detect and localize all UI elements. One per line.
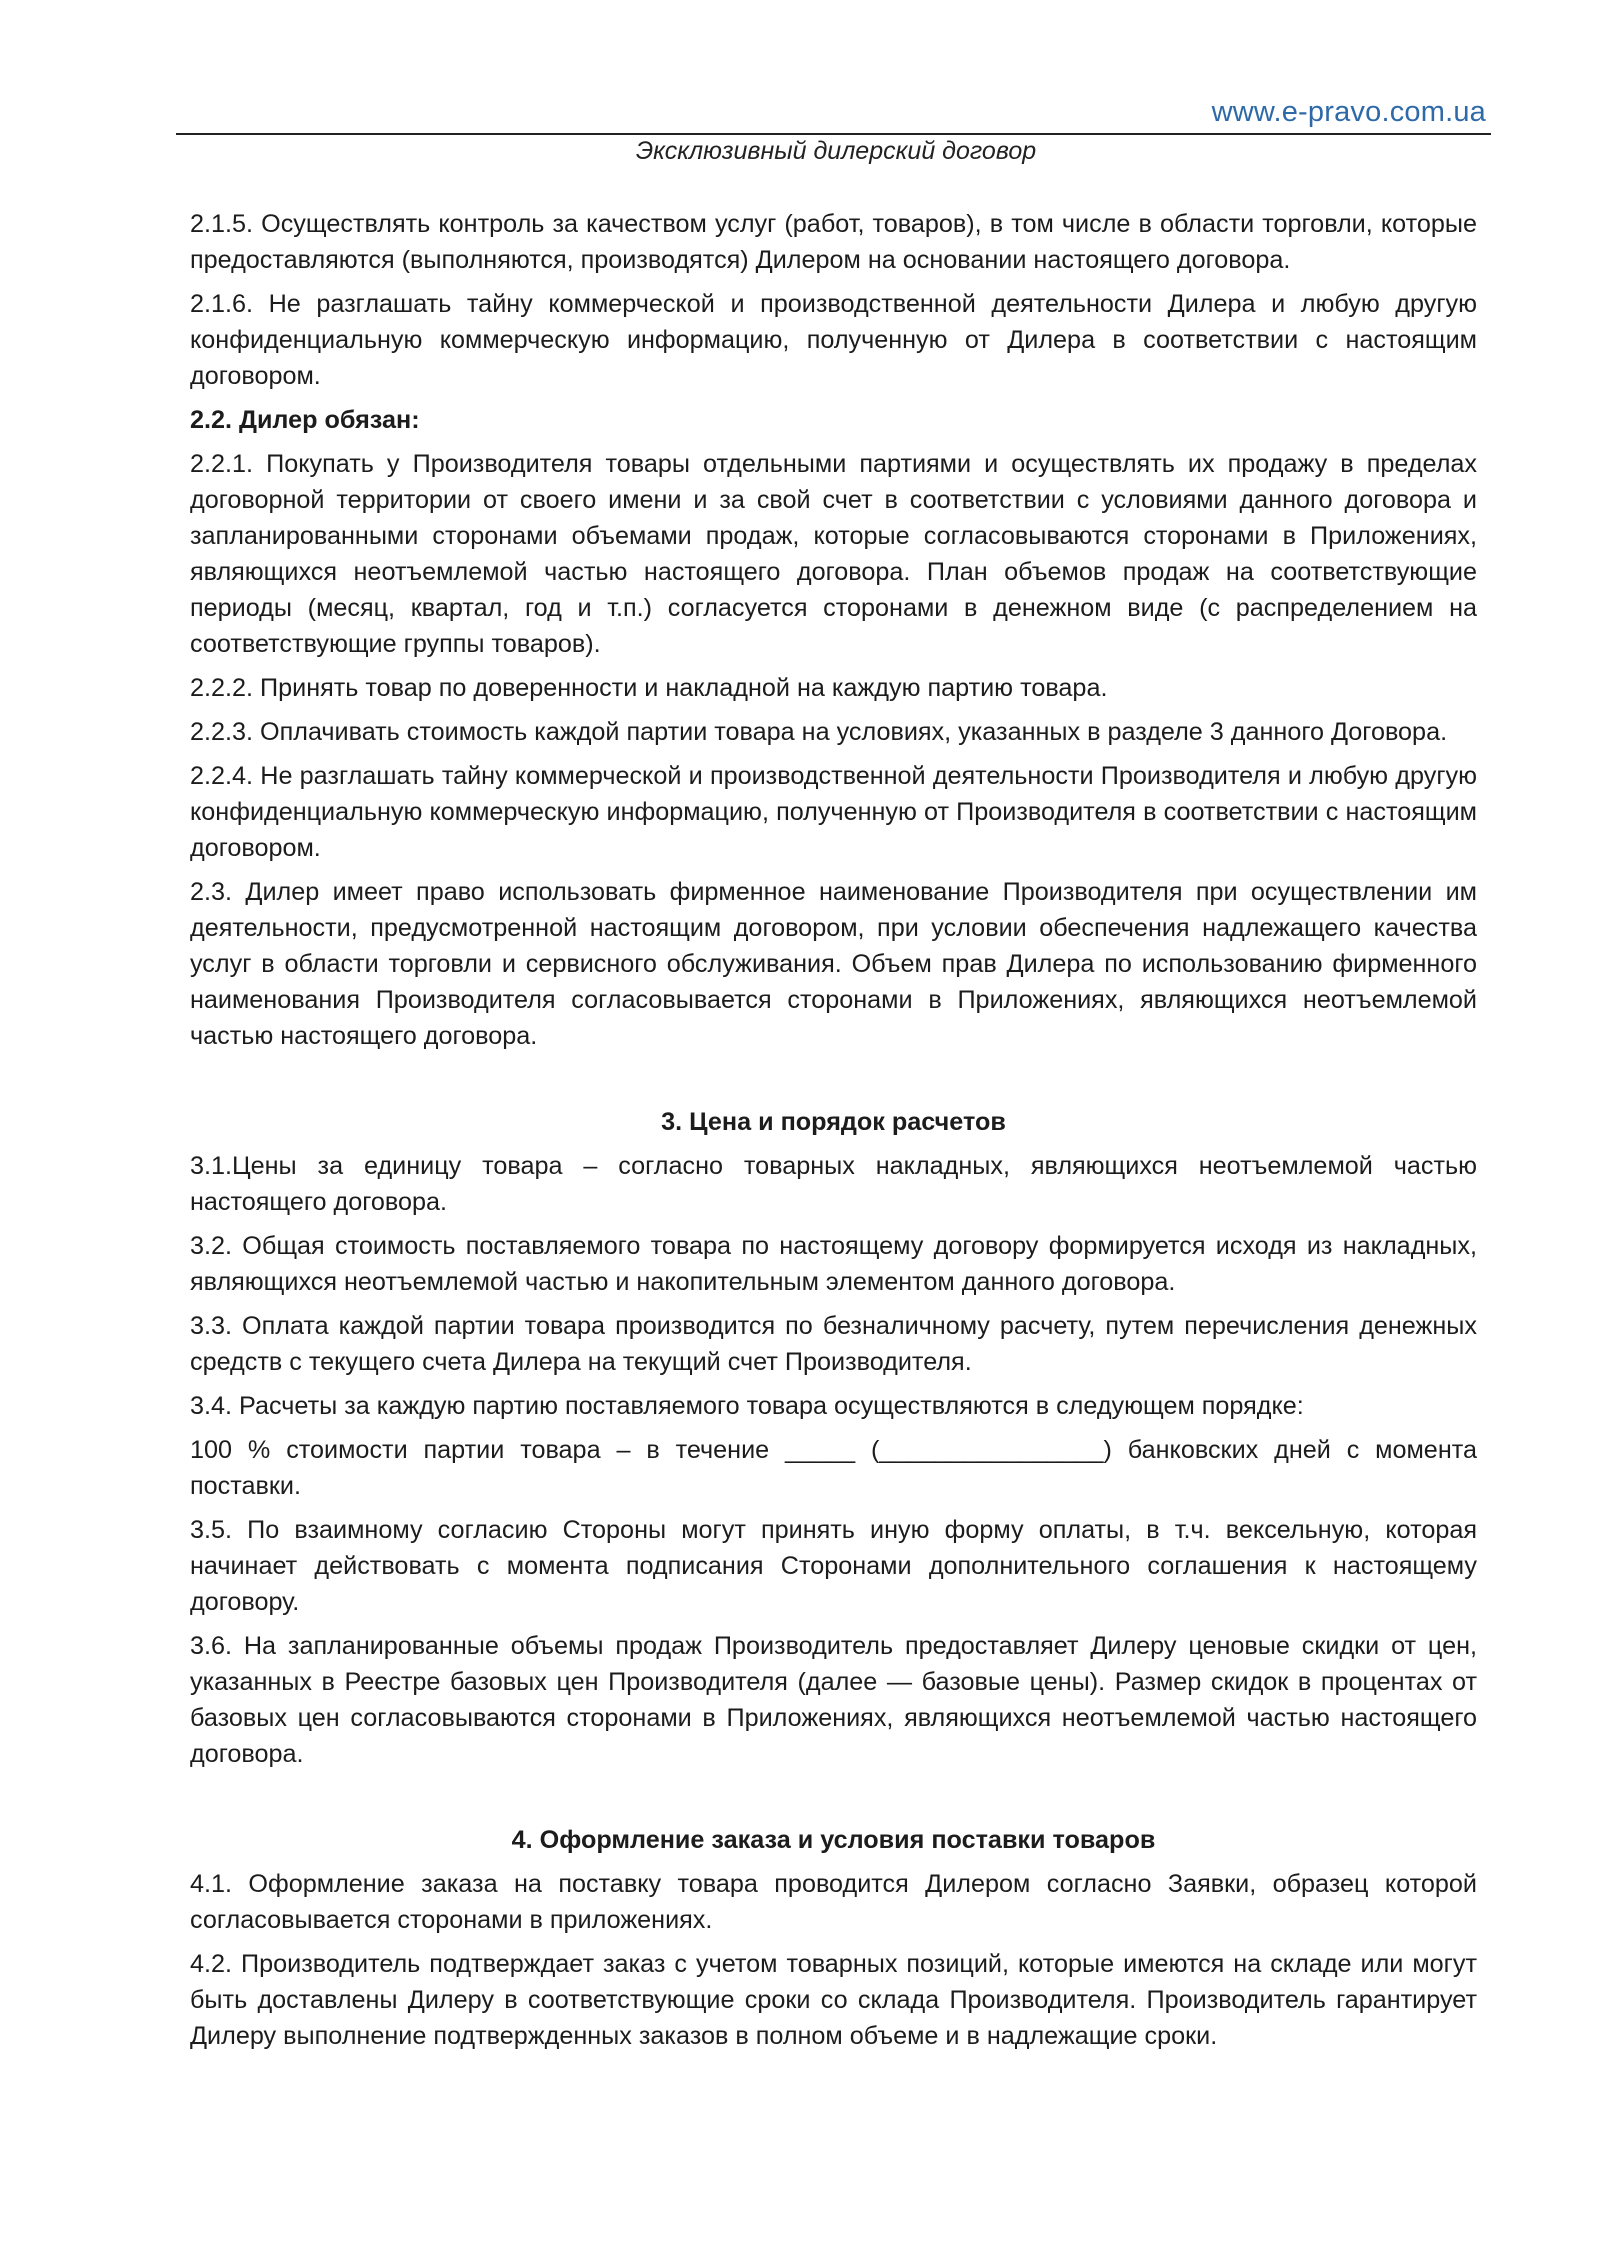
clause-3-4: 3.4. Расчеты за каждую партию поставляемого товара осуществляются в следующем порядке:: [190, 1392, 1304, 1420]
clause-3-2: 3.2. Общая стоимость поставляемого товара по настоящему договору формируется исходя из накладных, являющихся неотъемлемой частью и накопительным элементом данного договора.: [190, 1232, 1477, 1296]
clause-2-2-2: 2.2.2. Принять товар по доверенности и накладной на каждую партию товара.: [190, 674, 1108, 702]
section-4-heading: 4. Оформление заказа и условия поставки товаров: [511, 1826, 1156, 1854]
clause-3-1: 3.1.Цены за единицу товара – согласно товарных накладных, являющихся неотъемлемой частью настоящего договора.: [190, 1152, 1477, 1216]
clause-2-2-4: 2.2.4. Не разглашать тайну коммерческой и производственной деятельности Производителя и любую другую конфиденциальную коммерческую информацию, полученную от Производителя в соответствии с настоящим договором.: [190, 762, 1477, 862]
clause-3-5: 3.5. По взаимному согласию Стороны могут принять иную форму оплаты, в т.ч. вексельную, которая начинает действовать с момента подписания Сторонами дополнительного соглашения к настоящему договору.: [190, 1516, 1477, 1616]
clause-3-6: 3.6. На запланированные объемы продаж Производитель предоставляет Дилеру ценовые скидки от цен, указанных в Реестре базовых цен Производителя (далее — базовые цены). Размер скидок в процентах от базовых цен согласовываются сторонами в Приложениях, являющихся неотъемлемой частью настоящего договора.: [190, 1632, 1477, 1768]
clause-3-4-payment-terms: 100 % стоимости партии товара – в течение _____ (________________) банковских дней с момента поставки.: [190, 1436, 1477, 1500]
clause-2-1-5: 2.1.5. Осуществлять контроль за качеством услуг (работ, товаров), в том числе в области торговли, которые предоставляются (выполняются, производятся) Дилером на основании настоящего договора.: [190, 210, 1477, 274]
section-spacer: [190, 1062, 1477, 1104]
clause-2-3: 2.3. Дилер имеет право использовать фирменное наименование Производителя при осуществлении им деятельности, предусмотренной настоящим договором, при условии обеспечения надлежащего качества услуг в области торговли и сервисного обслуживания. Объем прав Дилера по использованию фирменного наименования Производителя согласовывается сторонами в Приложениях, являющихся неотъемлемой частью настоящего договора.: [190, 878, 1477, 1050]
clause-3-3: 3.3. Оплата каждой партии товара производится по безналичному расчету, путем перечисления денежных средств с текущего счета Дилера на текущий счет Производителя.: [190, 1312, 1477, 1376]
header-divider: [176, 133, 1491, 135]
site-url-link[interactable]: www.e-pravo.com.ua: [1211, 96, 1486, 128]
clause-2-2-1: 2.2.1. Покупать у Производителя товары отдельными партиями и осуществлять их продажу в пределах договорной территории от своего имени и за свой счет в соответствии с условиями данного договора и запланированными сторонами объемами продаж, которые согласовываются сторонами в Приложениях, являющихся неотъемлемой частью настоящего договора. План объемов продаж на соответствующие периоды (месяц, квартал, год и т.п.) согласуется сторонами в денежном виде (с распределением на соответствующие группы товаров).: [190, 450, 1477, 658]
section-3-heading: 3. Цена и порядок расчетов: [661, 1108, 1006, 1136]
clause-2-2-3: 2.2.3. Оплачивать стоимость каждой партии товара на условиях, указанных в разделе 3 данного Договора.: [190, 718, 1448, 746]
document-body: [190, 206, 1477, 2062]
section-spacer: [190, 1780, 1477, 1822]
clause-4-1: 4.1. Оформление заказа на поставку товара проводится Дилером согласно Заявки, образец которой согласовывается сторонами в приложениях.: [190, 1870, 1477, 1934]
document-title: Эксклюзивный дилерский договор: [635, 137, 1037, 165]
clause-4-2: 4.2. Производитель подтверждает заказ с учетом товарных позиций, которые имеются на складе или могут быть доставлены Дилеру в соответствующие сроки со склада Производителя. Производитель гарантирует Дилеру выполнение подтвержденных заказов в полном объеме и в надлежащие сроки.: [190, 1950, 1477, 2050]
clause-2-1-6: 2.1.6. Не разглашать тайну коммерческой и производственной деятельности Дилера и любую другую конфиденциальную коммерческую информацию, полученную от Дилера в соответствии с настоящим договором.: [190, 290, 1477, 390]
clause-2-2-heading: 2.2. Дилер обязан:: [190, 406, 420, 434]
